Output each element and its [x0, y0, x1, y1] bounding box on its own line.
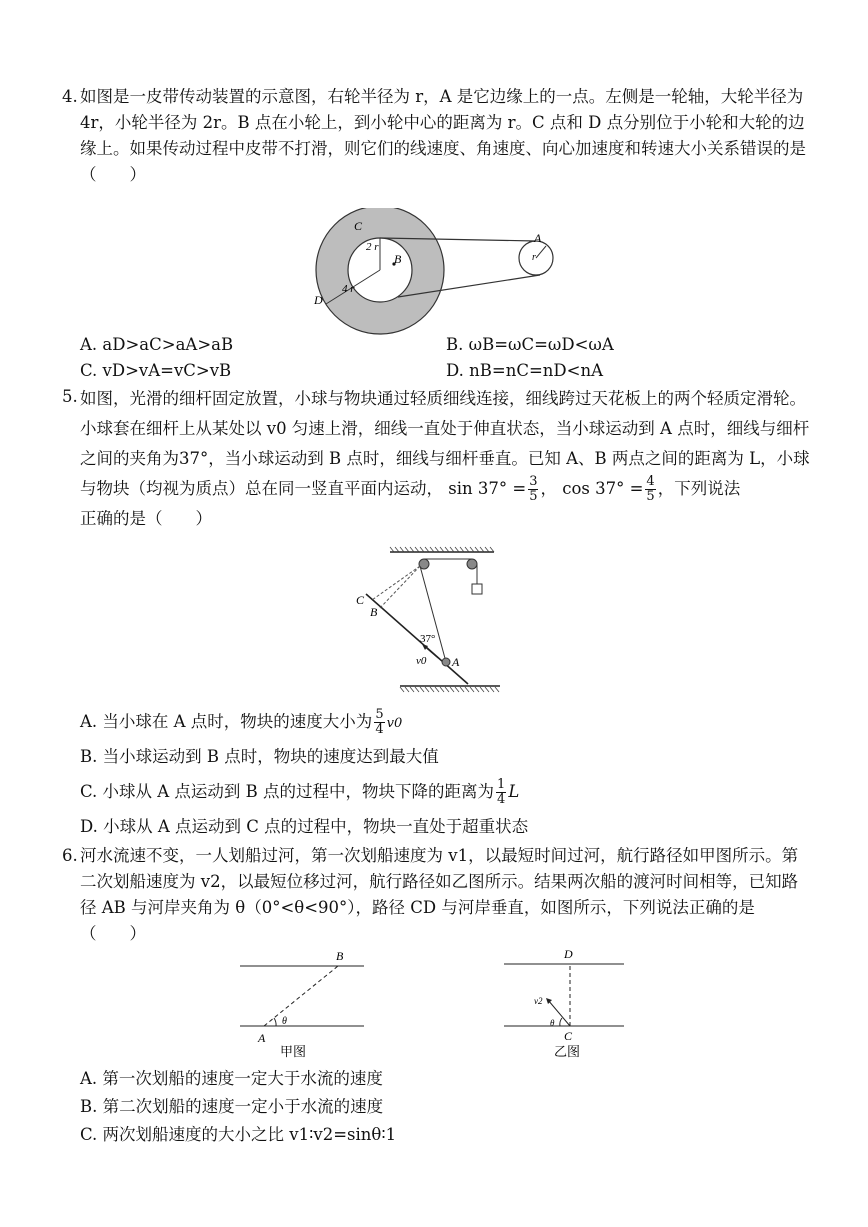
- hatch-mark: [440, 687, 444, 692]
- label-v0: v0: [416, 655, 427, 667]
- q4-option-a: A. aD>aC>aA>aB: [80, 335, 234, 354]
- q5-pulley-figure: [350, 546, 510, 696]
- hatch-mark: [415, 687, 419, 692]
- hatch-mark: [455, 687, 459, 692]
- theta-arc: [274, 1018, 276, 1026]
- string-to-b: [380, 566, 420, 608]
- q5-stem-tail: ，下列说法: [657, 479, 741, 498]
- q4-belt-figure: [300, 208, 560, 338]
- cos-expression: cos 37° =: [562, 479, 644, 498]
- label-a: A: [452, 655, 460, 669]
- q5-option-a: A. 当小球在 A 点时，物块的速度大小为 $\frac{5}{4}$ v0: [80, 707, 403, 737]
- label-v2: v2: [534, 996, 543, 1006]
- q4-option-d: D. nB=nC=nD<nA: [446, 361, 604, 380]
- label-4r: 4 r: [342, 283, 355, 295]
- string-to-c: [372, 566, 420, 600]
- q6-number: 6.: [62, 846, 78, 865]
- label-angle: 37°: [420, 633, 436, 645]
- hatch-mark: [480, 687, 484, 692]
- hatch-mark: [430, 687, 434, 692]
- label-d: D: [314, 293, 323, 307]
- sin-fraction: $\frac{3}{5}$: [529, 474, 538, 504]
- label-b: B: [394, 252, 402, 266]
- q6-option-a: A. 第一次划船的速度一定大于水流的速度: [80, 1069, 383, 1088]
- hatch-mark: [470, 687, 474, 692]
- q6-stem: 河水流速不变，一人划船过河，第一次划船速度为 v1，以最短时间过河，航行路径如甲图所示。第二次划船速度为 v2，以最短位移过河，航行路径如乙图所示。结果两次船的渡河时间相等，已知路径 AB 与河岸夹角为 θ（0°<θ<90°），路径 CD 与河岸垂直，如图所示，下列说法正确的是（ ）: [80, 846, 799, 943]
- hatch-mark: [400, 687, 404, 692]
- label-d: D: [564, 948, 573, 961]
- q5-option-c: C. 小球从 A 点运动到 B 点的过程中，物块下降的距离为 $\frac{1}{4}$ L: [80, 777, 520, 807]
- label-b: B: [370, 605, 378, 619]
- label-theta: θ: [282, 1016, 287, 1027]
- fig-yi: [504, 948, 634, 1064]
- q4-number: 4.: [62, 87, 78, 106]
- label-c: C: [354, 219, 363, 233]
- hatch-mark: [460, 687, 464, 692]
- hatch-mark: [410, 687, 414, 692]
- q5-number: 5.: [62, 387, 78, 406]
- cos-fraction: $\frac{4}{5}$: [646, 474, 655, 504]
- q5-option-b: B. 当小球运动到 B 点时，物块的速度达到最大值: [80, 747, 439, 766]
- block: [472, 584, 482, 594]
- label-2r: 2 r: [366, 241, 379, 253]
- label-a: A: [534, 231, 542, 245]
- hatch-mark: [420, 687, 424, 692]
- label-c: C: [564, 1029, 573, 1043]
- label-c: C: [356, 593, 365, 607]
- hatch-mark: [490, 687, 494, 692]
- q5-stem-text: 如图，光滑的细杆固定放置，小球与物块通过轻质细线连接，细线跨过天花板上的两个轻质定滑轮。小球套在细杆上从某处以 v0 匀速上滑，细线一直处于伸直状态，当小球运动到 A 点时，细线与细杆之间的夹角为37°，当小球运动到 B 点时，细线与细杆垂直。已知 A、B 两点之间的距离为 L，小球与物块（均视为质点）总在同一竖直平面内运动，: [80, 389, 810, 498]
- hatch-mark: [465, 687, 469, 692]
- hatch-mark: [495, 687, 499, 692]
- q6-option-c: C. 两次划船速度的大小之比 v1∶v2=sinθ∶1: [80, 1125, 397, 1144]
- q4-option-b: B. ωB=ωC=ωD<ωA: [446, 335, 614, 354]
- pulley-right: [467, 559, 477, 569]
- label-b: B: [336, 949, 344, 963]
- ball: [442, 658, 450, 666]
- caption-yi: 乙图: [554, 1044, 581, 1059]
- theta-arc: [560, 1018, 562, 1026]
- hatch-mark: [475, 687, 479, 692]
- label-theta: θ: [550, 1018, 555, 1028]
- path-ab: [264, 966, 338, 1026]
- hatch-mark: [450, 687, 454, 692]
- sin-expression: sin 37° =: [448, 479, 527, 498]
- floor-hatch: [400, 687, 499, 692]
- q5-stem: 如图，光滑的细杆固定放置，小球与物块通过轻质细线连接，细线跨过天花板上的两个轻质定滑轮。小球套在细杆上从某处以 v0 匀速上滑，细线一直处于伸直状态，当小球运动到 A 点时，细线与细杆之间的夹角为37°，当小球运动到 B 点时，细线与细杆垂直。已知 A、B 两点之间的距离为 L，小球与物块（均视为质点）总在同一竖直平面内运动， sin 37° = $\frac{3}{5}$ ， cos 37° = $\frac{4}{5}$ ，下列说法 正确的是（ ）: [80, 389, 810, 528]
- q5-option-d: D. 小球从 A 点运动到 C 点的过程中，物块一直处于超重状态: [80, 817, 529, 836]
- q4-option-c: C. vD>vA=vC>vB: [80, 361, 232, 380]
- q5-stem-end: 正确的是（ ）: [80, 509, 212, 528]
- label-r: r: [532, 252, 536, 263]
- q4-stem: 如图是一皮带传动装置的示意图，右轮半径为 r，A 是它边缘上的一点。左侧是一轮轴，大轮半径为 4r，小轮半径为 2r。B 点在小轮上，到小轮中心的距离为 r。C 点和 D 点分别位于小轮和大轮的边缘上。如果传动过程中皮带不打滑，则它们的线速度、角速度、向心加速度和转速大小关系错误的是（ ）: [80, 87, 806, 184]
- q6-option-b: B. 第二次划船的速度一定小于水流的速度: [80, 1097, 384, 1116]
- hatch-mark: [445, 687, 449, 692]
- label-a: A: [258, 1031, 266, 1045]
- hatch-mark: [485, 687, 489, 692]
- caption-jia: 甲图: [280, 1044, 307, 1059]
- fig-jia: [240, 948, 370, 1064]
- hatch-mark: [435, 687, 439, 692]
- hatch-mark: [405, 687, 409, 692]
- hatch-mark: [425, 687, 429, 692]
- rod: [366, 594, 468, 684]
